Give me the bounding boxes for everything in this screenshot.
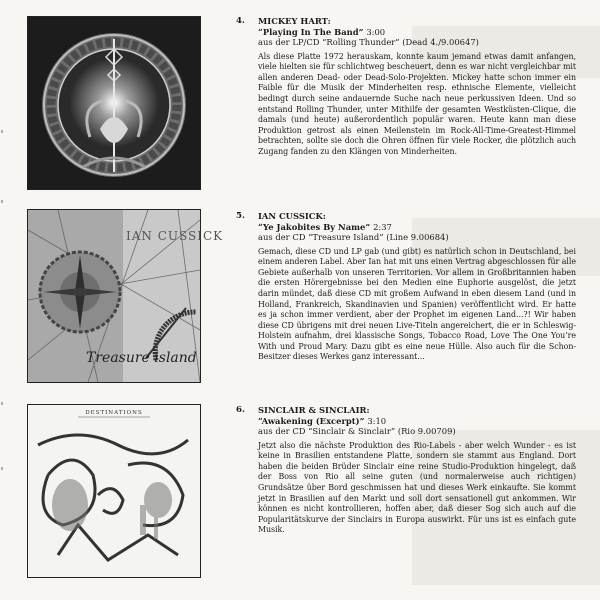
binding-mark: [1, 200, 3, 203]
track-entry: [258, 405, 576, 536]
entry-number: 4.: [236, 16, 245, 26]
track-source: aus der LP/CD “Rolling Thunder” (Dead 4./9.00647): [258, 37, 479, 48]
track-duration: 3:10: [367, 415, 387, 426]
binding-mark: [1, 402, 3, 405]
cover-script: Treasure island: [86, 350, 197, 366]
binding-mark: [1, 130, 3, 133]
track-entry: [258, 16, 576, 157]
artist-name: SINCLAIR & SINCLAIR:: [258, 405, 370, 415]
treasure-island-cover: [27, 209, 224, 383]
artist-name: IAN CUSSICK:: [258, 211, 326, 221]
track-title: “Ye Jakobites By Name”: [258, 221, 371, 232]
track-duration: 3:00: [366, 26, 386, 37]
entry-number: 5.: [236, 211, 245, 221]
destinations-cover: [27, 404, 201, 578]
track-duration: 2:37: [373, 221, 392, 232]
destinations-artwork: [28, 405, 200, 577]
artist-name: MICKEY HART:: [258, 16, 331, 26]
track-source: aus der CD “Treasure Island” (Line 9.00684): [258, 232, 449, 243]
cover-lettering: IAN CUSSICK: [126, 229, 224, 243]
track-title: “Awakening (Excerpt)”: [258, 415, 365, 426]
treasure-island-artwork: [28, 210, 224, 382]
track-source: aus der CD “Sinclair & Sinclair” (Rio 9.00709): [258, 426, 456, 437]
cover-lettering: DESTINATIONS: [85, 410, 143, 416]
entry-number: 6.: [236, 405, 245, 415]
track-description: Jetzt also die nächste Produktion des Rio-Labels - aber welch Wunder - es ist keine in Brasilien entstandene Platte, sondern sie stammt aus England. Dort haben die beiden Brüder Sinclair eine reine Studio-Produktion hingelegt, daß der Boss von Rio all seine guten (und normalerweise auch richtigen) Grundsätze über Bord geschmissen hat und dieses Werk einkaufte. Sie kommt jetzt in Brasilien auf den Markt und soll dort sensationell gut ankommen. Wir können es nicht kontrollieren, hoffen aber, daß dieser Sog sich auch auf die Popularitätskurve der Sinclairs in Europa auswirkt. Für uns ist es einfach gute Musik.: [258, 440, 576, 535]
track-description: Gemach, diese CD und LP gab (und gibt) es natürlich schon in Deutschland, bei einem anderen Label. Aber Ian hat mit uns einen Vertrag abgeschlossen für alle Gebiete außerhalb von unseren Territorien. Vor allem in Großbritannien haben die ersten Hörergebnisse bei den Medien eine Euphorie ausgelöst, die jetzt darin mündet, daß diese CD mit großem Aufwand in eben diesem Land (und in Holland, Frankreich, Skandinavien und Spanien) veröffentlicht wird. Er hatte es ja schon immer verdient, aber der Prophet im eigenen Land...?! Wir haben diese CD übrigens mit drei neuen Live-Titeln angereichert, die er in Schleswig-Holstein aufnahm, drei klassische Songs, Tobacco Road, Love The One You’re With und Proud Mary. Dazu gibt es eine neue Hülle. Also auch für die Schon-Besitzer dieses Werkes ganz interessant...: [258, 246, 576, 362]
rolling-thunder-artwork: [28, 17, 200, 189]
binding-mark: [1, 467, 3, 470]
track-title: “Playing In The Band”: [258, 26, 364, 37]
rolling-thunder-cover: [27, 16, 201, 190]
track-description: Als diese Platte 1972 herauskam, konnte kaum jemand etwas damit anfangen, viele hielten sie für schlichtweg bescheuert, denn es war nicht vergleichbar mit allen anderen Dead- oder Dead-Solo-Projekten. Mickey hatte schon immer ein Faible für die Musik der Minderheiten resp. ethnische Elemente, vielleicht bedingt durch seine andauernde Suche nach neue perkussiven Ideen. Und so entstand Rolling Thunder, unter Mithilfe der gesamten Westküsten-Clique, die damals (und heute) außerordentlich populär waren. Heute kann man diese Produktion getrost als einen Meilenstein im Rock-All-Time-Greatest-Himmel betrachten, sollte sie doch die Ohren öffnen für viele Rocker, die plötzlich auch Zugang fanden zu den Klängen von Minderheiten.: [258, 51, 576, 156]
track-entry: [258, 211, 576, 363]
